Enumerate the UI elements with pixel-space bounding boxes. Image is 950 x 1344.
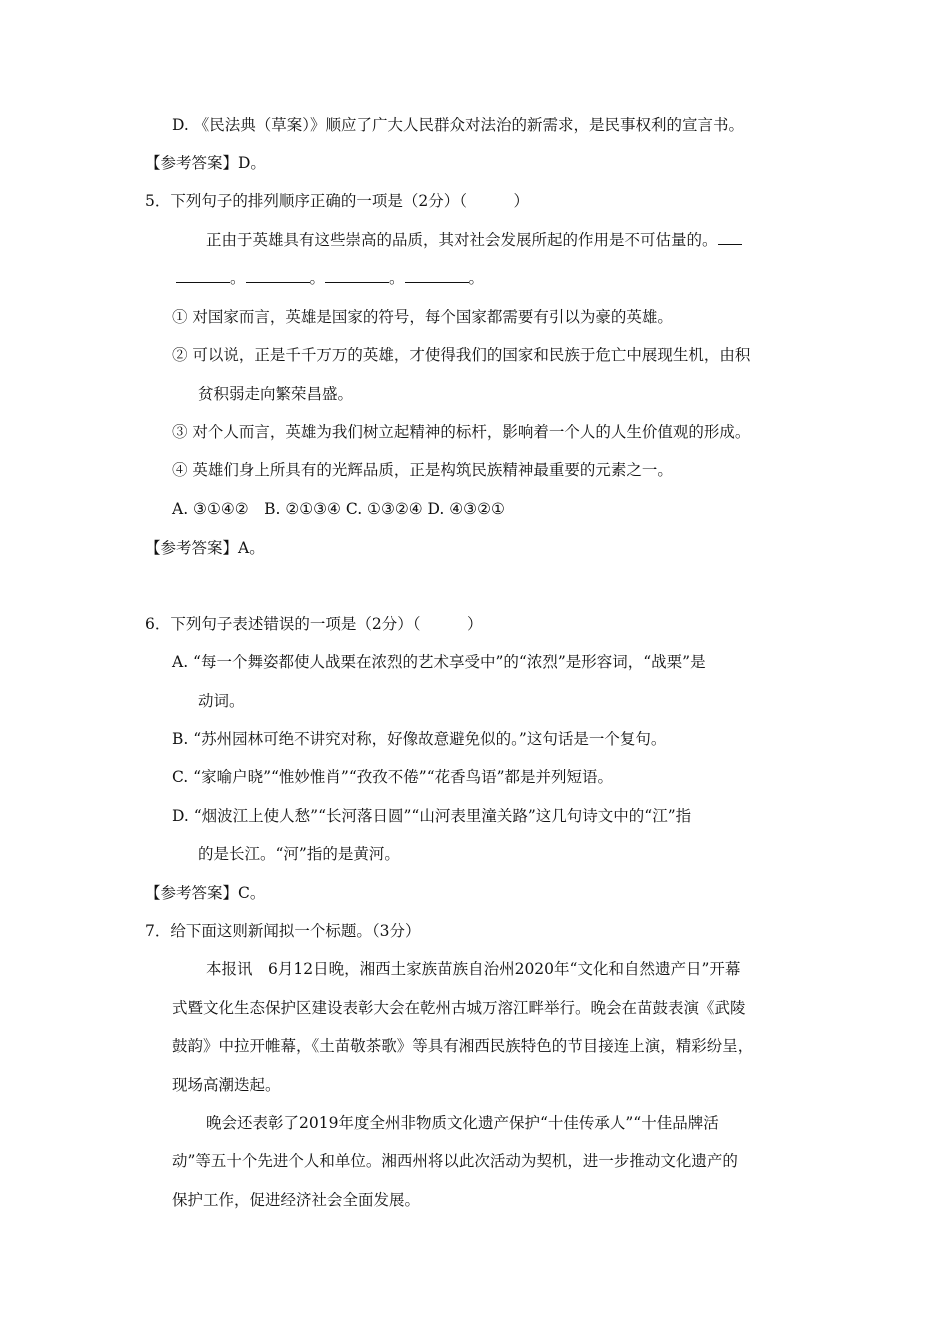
q6-option-b: B. “苏州园林可绝不讲究对称，好像故意避免似的。”这句话是一个复句。 [172, 730, 667, 748]
q6-option-a: A. “每一个舞姿都使人战栗在浓烈的艺术享受中”的“浓烈”是形容词，“战栗”是 [172, 653, 706, 671]
q5-sentence-3: ③ 对个人而言，英雄为我们树立起精神的标杆，影响着一个人的人生价值观的形成。 [172, 423, 751, 441]
q5-blank [176, 268, 230, 283]
q5-blank [718, 230, 742, 245]
q5-lead-text: 正由于英雄具有这些崇高的品质，其对社会发展所起的作用是不可估量的。 [206, 231, 718, 249]
answer-5: 【参考答案】A。 [145, 539, 265, 557]
q5-separator: 。 [468, 269, 485, 287]
news-line-1: 本报讯 6月12日晚，湘西土家族苗族自治州2020年“文化和自然遗产日”开幕 [206, 960, 741, 978]
news-line-2: 式暨文化生态保护区建设表彰大会在乾州古城万溶江畔举行。晚会在苗鼓表演《武陵 [172, 999, 746, 1017]
q5-sentence-1: ① 对国家而言，英雄是国家的符号，每个国家都需要有引以为豪的英雄。 [172, 308, 673, 326]
q6-option-c: C. “家喻户晓”“惟妙惟肖”“孜孜不倦”“花香鸟语”都是并列短语。 [172, 768, 614, 786]
answer-4: 【参考答案】D。 [145, 154, 266, 172]
news-line-6: 动”等五十个先进个人和单位。湘西州将以此次活动为契机，进一步推动文化遗产的 [172, 1152, 738, 1170]
news-line-5: 晚会还表彰了2019年度全州非物质文化遗产保护“十佳传承人”“十佳品牌活 [206, 1114, 719, 1132]
news-line-7: 保护工作，促进经济社会全面发展。 [172, 1191, 421, 1209]
q5-lead-sentence [206, 229, 742, 251]
q5-sentence-4: ④ 英雄们身上所具有的光辉品质，正是构筑民族精神最重要的元素之一。 [172, 461, 673, 479]
q5-separator: 。 [230, 269, 246, 287]
news-line-4: 现场高潮迭起。 [172, 1076, 281, 1094]
q5-blank-row [176, 267, 484, 289]
q5-blank [325, 268, 389, 283]
q5-blank [246, 268, 310, 283]
question-6: 6．下列句子表述错误的一项是（2分）（ ） [145, 615, 483, 633]
news-line-3: 鼓韵》中拉开帷幕，《土苗敬茶歌》等具有湘西民族特色的节目接连上演，精彩纷呈， [172, 1037, 754, 1055]
q6-option-a-cont: 动词。 [198, 692, 245, 710]
q5-options: A. ③①④② B. ②①③④ C. ①③②④ D. ④③②① [172, 500, 505, 518]
q6-option-d-cont: 的是长江。“河”指的是黄河。 [198, 845, 400, 863]
q5-separator: 。 [389, 269, 405, 287]
q5-separator: 。 [309, 269, 326, 287]
q5-blank [405, 268, 469, 283]
question-7: 7．给下面这则新闻拟一个标题。（3分） [145, 922, 421, 940]
q5-sentence-2: ② 可以说，正是千千万万的英雄，才使得我们的国家和民族于危亡中展现生机，由积 [172, 346, 751, 364]
q6-option-d: D. “烟波江上使人愁”“长河落日圆”“山河表里潼关路”这几句诗文中的“江”指 [172, 807, 692, 825]
q4-option-d: D. 《民法典（草案）》顺应了广大人民群众对法治的新需求，是民事权利的宣言书。 [172, 116, 744, 134]
answer-6: 【参考答案】C。 [145, 884, 266, 902]
question-5: 5．下列句子的排列顺序正确的一项是（2分）（ ） [145, 192, 529, 210]
q5-sentence-2-cont: 贫积弱走向繁荣昌盛。 [198, 385, 354, 403]
